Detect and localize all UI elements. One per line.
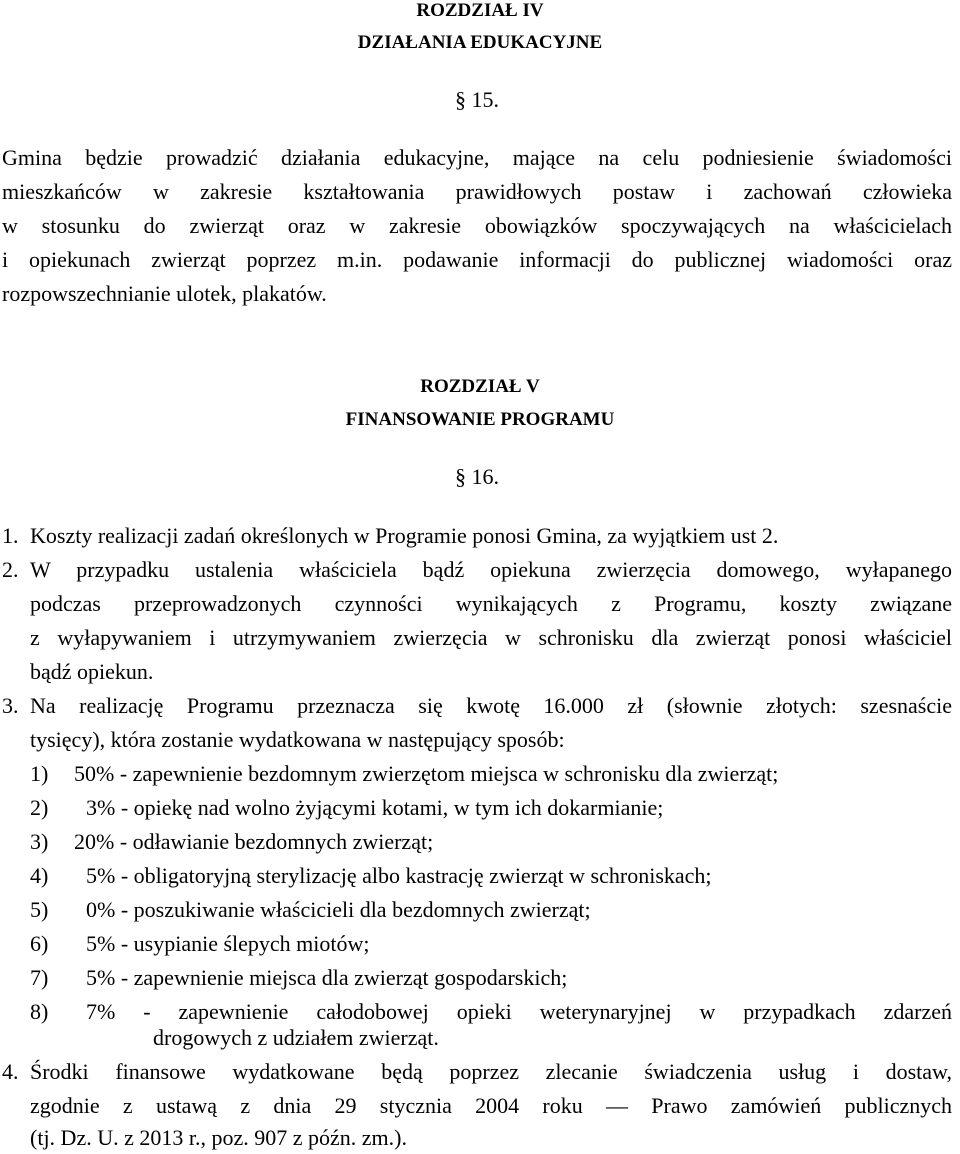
- subitem-text: 3% - opiekę nad wolno żyjącymi kotami, w tym ich dokarmianie;: [86, 795, 664, 820]
- chapter-5-title: ROZDZIAŁ V: [420, 376, 540, 397]
- subitem-number: 5): [30, 897, 49, 922]
- item-number: 4.: [2, 1059, 19, 1084]
- subitem-text: 20% - odławianie bezdomnych zwierząt;: [74, 829, 434, 854]
- item-text-line: Na realizację Programu przeznacza się kwotę 16.000 zł (słownie złotych: szesnaście: [30, 693, 952, 718]
- subitem-number: 7): [30, 965, 49, 990]
- chapter-4-subtitle: DZIAŁANIA EDUKACYJNE: [357, 32, 603, 53]
- subitem-text: 7% - zapewnienie całodobowej opieki weterynaryjnej w przypadkach zdarzeń: [86, 999, 952, 1024]
- item-text-line: bądź opiekun.: [30, 659, 154, 684]
- item-text-line: Środki finansowe wydatkowane będą poprzez zlecanie świadczenia usług i dostaw,: [30, 1059, 952, 1084]
- item-text: Koszty realizacji zadań określonych w Programie ponosi Gmina, za wyjątkiem ust 2.: [30, 523, 779, 548]
- item-text-line: z wyłapywaniem i utrzymywaniem zwierzęcia w schronisku dla zwierząt ponosi właściciel: [30, 625, 952, 650]
- subitem-number: 1): [30, 761, 49, 786]
- subitem-text: 5% - zapewnienie miejsca dla zwierząt gospodarskich;: [86, 965, 568, 990]
- chapter-4-title: ROZDZIAŁ IV: [416, 0, 544, 21]
- item-number: 2.: [2, 557, 19, 582]
- subitem-number: 6): [30, 931, 49, 956]
- subitem-number: 3): [30, 829, 49, 854]
- subitem-continuation: drogowych z udziałem zwierząt.: [153, 1025, 439, 1050]
- paragraph-line: i opiekunach zwierząt poprzez m.in. podawanie informacji do publicznej wiadomości oraz: [2, 247, 952, 272]
- item-text-line: W przypadku ustalenia właściciela bądź opiekuna zwierzęcia domowego, wyłapanego: [30, 557, 952, 582]
- chapter-5-subtitle: FINANSOWANIE PROGRAMU: [345, 409, 615, 430]
- subitem-number: 4): [30, 863, 49, 888]
- subitem-text: 5% - usypianie ślepych miotów;: [86, 931, 370, 956]
- item-number: 1.: [2, 523, 19, 548]
- paragraph-line: Gmina będzie prowadzić działania edukacyjne, mające na celu podniesienie świadomości: [2, 145, 952, 170]
- subitem-number: 8): [30, 999, 49, 1024]
- subitem-text: 0% - poszukiwanie właścicieli dla bezdomnych zwierząt;: [86, 897, 591, 922]
- subitem-text: 5% - obligatoryjną sterylizację albo kastrację zwierząt w schroniskach;: [86, 863, 712, 888]
- paragraph-line: rozpowszechnianie ulotek, plakatów.: [2, 281, 327, 306]
- subitem-number: 2): [30, 795, 49, 820]
- paragraph-line: mieszkańców w zakresie kształtowania prawidłowych postaw i zachowań człowieka: [2, 179, 952, 204]
- paragraph-line: w stosunku do zwierząt oraz w zakresie obowiązków spoczywających na właścicielach: [2, 213, 952, 238]
- subitem-text: 50% - zapewnienie bezdomnym zwierzętom miejsca w schronisku dla zwierząt;: [74, 761, 779, 786]
- item-number: 3.: [2, 693, 19, 718]
- item-text-line: zgodnie z ustawą z dnia 29 stycznia 2004 roku — Prawo zamówień publicznych: [30, 1093, 952, 1118]
- item-text-line: podczas przeprowadzonych czynności wynikających z Programu, koszty związane: [30, 591, 952, 616]
- section-15: § 15.: [455, 87, 499, 112]
- item-text-line: tysięcy), która zostanie wydatkowana w następujący sposób:: [30, 727, 565, 752]
- section-16: § 16.: [455, 464, 499, 489]
- item-text-line: (tj. Dz. U. z 2013 r., poz. 907 z późn. zm.).: [30, 1125, 407, 1150]
